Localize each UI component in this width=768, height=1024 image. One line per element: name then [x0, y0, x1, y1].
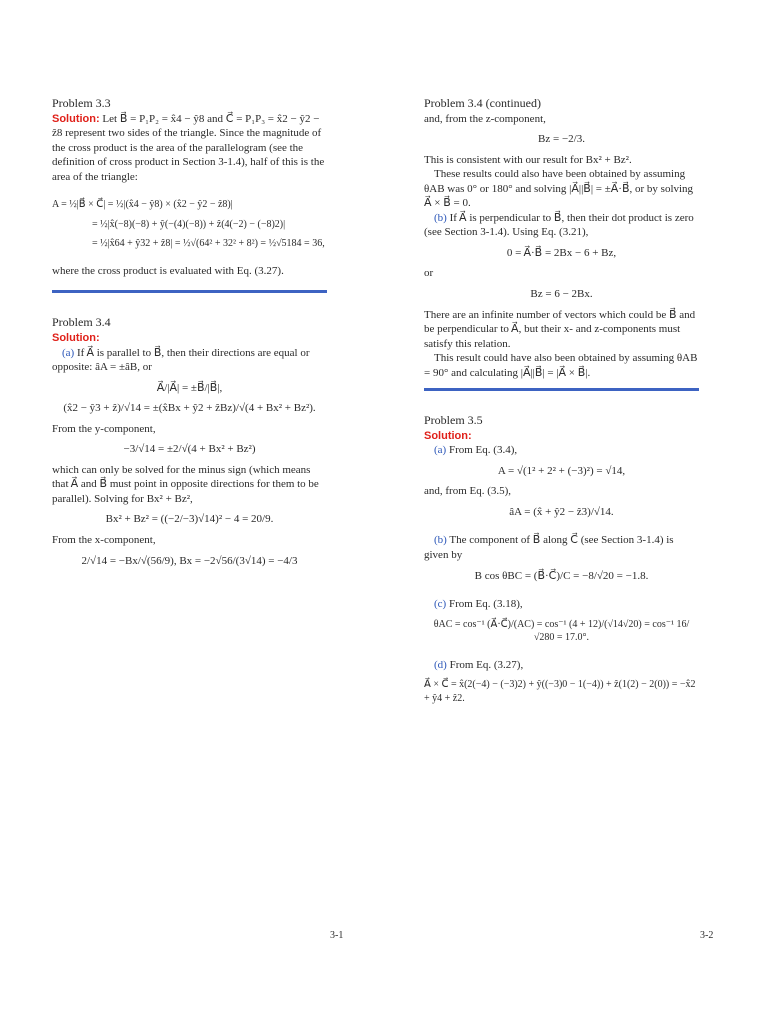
equation-area-3: = ½|x̂64 + ŷ32 + ẑ8| = ½√(64² + 32² + 8²) = ½√5184 = 36, — [92, 237, 325, 249]
part-a-text — [52, 346, 327, 375]
part-a-body: From Eq. (3.4), — [448, 444, 518, 457]
solution-label: Solution: — [424, 429, 472, 442]
problem-3-4-continued-title: Problem 3.4 (continued) — [424, 96, 541, 110]
part-b-body: If A⃗ is perpendicular to B⃗, then their dot product is zero (see Section 3-1.4). Using Eq. (3.21), — [424, 211, 694, 239]
problem-3-3-text — [52, 112, 327, 185]
equation-y-component: −3/√14 = ±2/√(4 + Bx² + Bz²) — [123, 443, 256, 456]
part-d-label: (d) — [434, 658, 447, 671]
equation-bx-bz: Bx² + Bz² = ((−2/−3)√14)² − 4 = 20/9. — [105, 513, 274, 526]
z-component-text: and, from the z-component, — [424, 112, 546, 125]
equation-unit-vector: âA = (x̂ + ŷ2 − ẑ3)/√14. — [509, 505, 614, 518]
equation-parallel-2: (x̂2 − ŷ3 + ẑ)/√14 = ±(x̂Bx + ŷ2 + ẑBz)/√(4 + Bx² + Bz²). — [63, 402, 316, 415]
or-text: or — [424, 267, 434, 280]
problem-3-3-after: where the cross product is evaluated with Eq. (3.27). — [52, 264, 284, 277]
equation-cross-product: A⃗ × C⃗ = x̂(2(−4) − (−3)2) + ŷ((−3)0 − 1(−4)) + ẑ(1(2) − 2(0)) = −x̂2 + ŷ4 + ẑ2. — [424, 679, 696, 704]
part-a-label: (a) — [62, 346, 75, 359]
solution-label: Solution: — [52, 112, 100, 125]
equation-bz-relation: Bz = 6 − 2Bx. — [530, 287, 593, 300]
part-d-text — [424, 658, 699, 673]
part-b-label: (b) — [434, 211, 447, 224]
page-number-left: 3-1 — [330, 930, 344, 941]
equation-area-2: = ½|x̂(−8)(−8) + ŷ(−(4)(−8)) + ẑ(4(−2) − (−8)2)| — [92, 218, 286, 230]
right-column — [424, 96, 699, 711]
left-column — [52, 96, 327, 574]
equation-x-component: 2/√14 = −Bx/√(56/9), Bx = −2√56/(3√14) = −4/3 — [81, 554, 298, 567]
part-b-text — [424, 211, 699, 240]
consistent-text: This is consistent with our result for Bx² + Bz². — [424, 153, 632, 166]
part-c-text — [424, 597, 699, 612]
equation-magnitude: A = √(1² + 2² + (−3)²) = √14, — [497, 464, 626, 477]
solution-label: Solution: — [52, 332, 100, 345]
part-d-body: From Eq. (3.27), — [449, 658, 524, 671]
y-component-text: From the y-component, — [52, 422, 156, 435]
part-b-text — [424, 533, 699, 562]
minus-sign-text: which can only be solved for the minus sign (which means that A⃗ and B⃗ must point in opposite directions for them to be parallel). Solving for Bx² + Bz², — [52, 463, 319, 505]
x-component-text: From the x-component, — [52, 533, 156, 546]
page-number-right: 3-2 — [700, 930, 714, 941]
problem-3-3-title: Problem 3.3 — [52, 96, 111, 110]
equation-dot-product: 0 = A⃗·B⃗ = 2Bx − 6 + Bz, — [506, 246, 617, 259]
part-c-body: From Eq. (3.18), — [448, 598, 523, 611]
from-eq-3-5-text: and, from Eq. (3.5), — [424, 485, 512, 498]
problem-3-4-title: Problem 3.4 — [52, 315, 111, 330]
equation-component: B cos θBC = (B⃗·C⃗)/C = −8/√20 = −1.8. — [474, 569, 649, 582]
problem-3-3-body: Let B⃗ = P₁P₂ = x̂4 − ŷ8 and C⃗ = P₁P₃ = x̂2 − ŷ2 − ẑ8 represent two sides of the triangle. Since the magnitude of the cross product is the area of the parallelogram (see the definition of cross product in Section 3-1.4), half of this is the area of the triangle: — [52, 112, 325, 183]
problem-3-5-title: Problem 3.5 — [424, 413, 483, 428]
part-b-label: (b) — [434, 534, 447, 547]
equation-parallel-1: A⃗/|A⃗| = ±B⃗/|B⃗|, — [156, 381, 223, 394]
also-obtained-2-text: This result could have also been obtained by assuming θAB = 90° and calculating |A⃗||B⃗| = |A⃗ × B⃗|. — [424, 352, 698, 379]
part-b-body: The component of B⃗ along C⃗ (see Section 3-1.4) is given by — [424, 534, 674, 561]
equation-bz: Bz = −2/3. — [538, 133, 585, 146]
equation-angle: θAC = cos⁻¹ (A⃗·C⃗)/(AC) = cos⁻¹ (4 + 12)/(√14√20) = cos⁻¹ 16/√280 = 17.0°. — [433, 618, 690, 643]
infinite-vectors-text: There are an infinite number of vectors which could be B⃗ and be perpendicular to A⃗, but their x- and z-components must satisfy this relation. — [424, 308, 696, 350]
part-a-label: (a) — [434, 444, 447, 457]
equation-area-1: A = ½|B⃗ × C⃗| = ½|(x̂4 − ŷ8) × (x̂2 − ŷ2 − ẑ8)| — [52, 199, 233, 211]
part-c-label: (c) — [434, 598, 447, 611]
part-a-text — [424, 443, 699, 458]
part-a-body: If A⃗ is parallel to B⃗, then their directions are equal or opposite: âA = ±âB, or — [52, 346, 310, 374]
also-obtained-text: These results could also have been obtained by assuming θAB was 0° or 180° and solving |A⃗||B⃗| = ±A⃗·B⃗, or by solving A⃗ × B⃗ = 0. — [424, 168, 694, 210]
